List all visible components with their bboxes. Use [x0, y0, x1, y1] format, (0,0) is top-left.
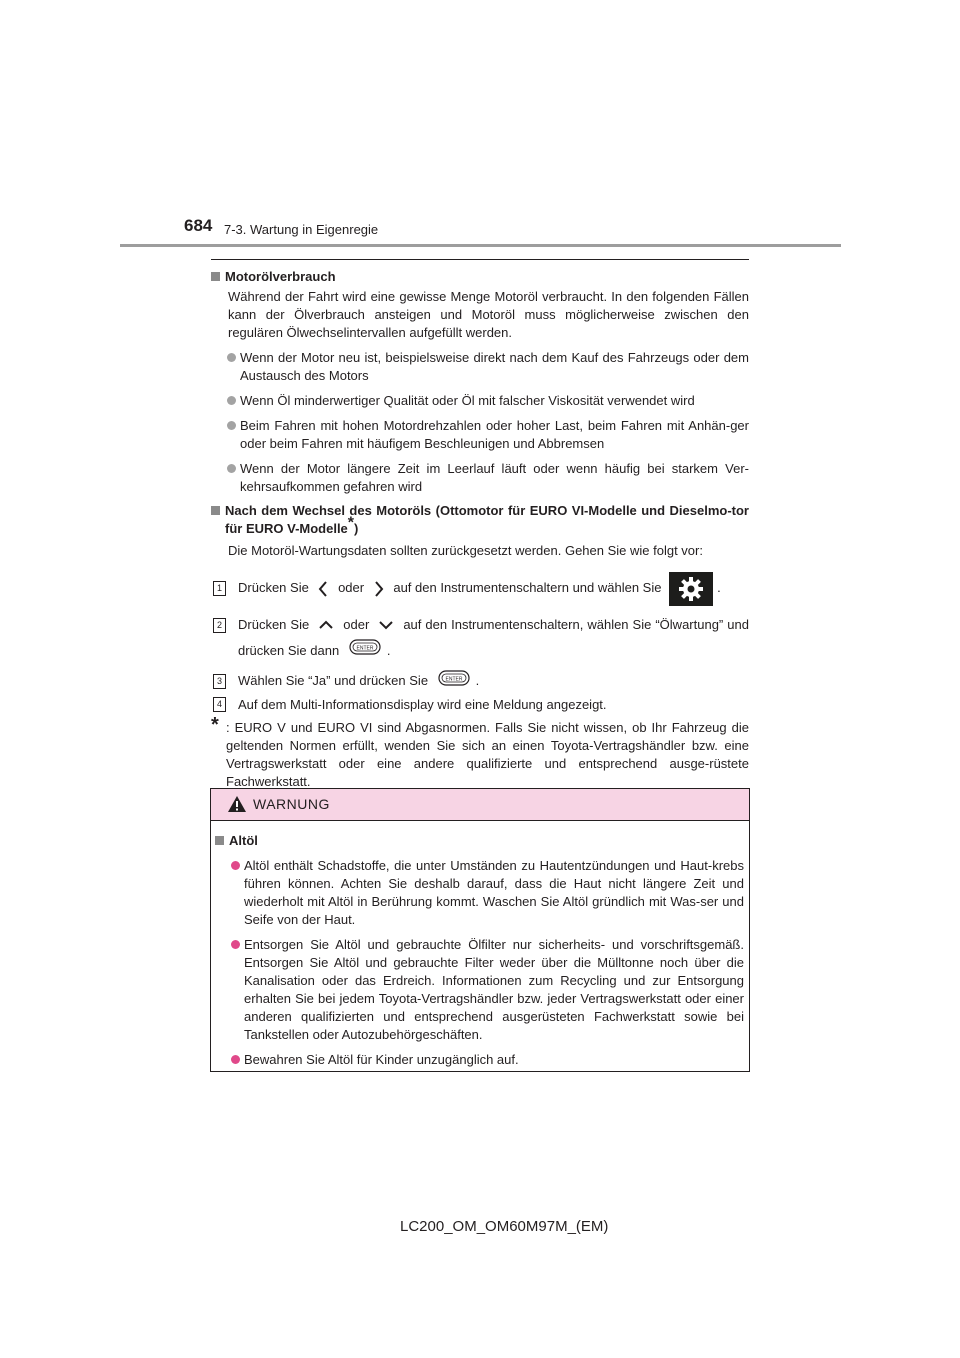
after-oil-change-intro: Die Motoröl-Wartungsdaten sollten zurückgesetzt werden. Gehen Sie wie folgt vor:	[228, 543, 703, 558]
warning-header	[211, 789, 749, 821]
chevron-right-icon	[374, 581, 384, 597]
oil-consumption-list	[211, 349, 749, 496]
step-4: 4 Auf dem Multi-Informationsdisplay wird eine Meldung angezeigt.	[211, 696, 749, 714]
bullet-dot-icon	[227, 396, 236, 405]
warning-heading-waste-oil: Altöl	[215, 832, 744, 850]
settings-gear-icon	[669, 572, 713, 606]
reset-steps	[211, 571, 749, 714]
step-number: 3	[213, 674, 226, 689]
enter-button-icon	[438, 669, 470, 695]
section-heading-oil-consumption: Motorölverbrauch	[211, 268, 749, 286]
bullet-dot-icon	[227, 464, 236, 473]
warning-triangle-icon	[227, 795, 247, 813]
main-content	[211, 268, 749, 791]
warning-body	[211, 821, 749, 1069]
section-heading-after-oil-change: Nach dem Wechsel des Motoröls (Ottomotor für EURO VI-Modelle und Dieselmo-tor für EURO V-Modelle*)	[211, 502, 749, 538]
step-number: 4	[213, 697, 226, 712]
square-bullet-icon	[215, 836, 224, 845]
footnote-marker: *	[211, 713, 219, 736]
step-number: 2	[213, 618, 226, 633]
bullet-dot-icon	[231, 861, 240, 870]
list-item: Wenn der Motor neu ist, beispielsweise direkt nach dem Kauf des Fahrzeugs oder dem Austausch des Motors	[211, 349, 749, 385]
warning-title: WARNUNG	[253, 796, 330, 812]
square-bullet-icon	[211, 506, 220, 515]
header-rule	[120, 244, 841, 247]
list-item: Altöl enthält Schadstoffe, die unter Umständen zu Hautentzündungen und Haut-krebs führen können. Achten Sie deshalb darauf, dass die Haut nicht längere Zeit und wiederholt mit Altöl in Berührung kommt. Waschen Sie Altöl gründlich mit Was-ser und Seife von der Haut.	[215, 857, 744, 929]
svg-text:ENTER: ENTER	[356, 645, 374, 652]
bullet-dot-icon	[231, 940, 240, 949]
oil-consumption-intro: Während der Fahrt wird eine gewisse Menge Motoröl verbraucht. In den folgenden Fällen kann der Ölverbrauch ansteigen und Motoröl muss möglicherweise zwischen den regulären Ölwechselintervallen aufgefüllt werden.	[228, 289, 749, 340]
chevron-left-icon	[318, 581, 328, 597]
warning-list	[215, 857, 744, 1069]
step-number: 1	[213, 581, 226, 596]
list-item: Entsorgen Sie Altöl und gebrauchte Ölfilter nur sicherheits- und vorschriftsgemäß. Entsorgen Sie Altöl und gebrauchte Filter weder über die Mülltonne noch über die Kanalisation oder das Erdreich. Informationen zum Recycling und zur Entsorgung erhalten Sie bei jedem Toyota-Vertragshändler bzw. jeder Vertragswerkstatt oder einer anderen qualifizierten und entsprechend ausgerüsteten Fachwerkstatt sowie bei Tankstellen oder Autozubehörgeschäften.	[215, 936, 744, 1044]
bullet-dot-icon	[231, 1055, 240, 1064]
document-id: LC200_OM_OM60M97M_(EM)	[400, 1218, 609, 1235]
step-2: 2 Drücken Sie oder auf den Instrumentenschaltern, wählen Sie “Ölwartung” und drücken Sie dann ENTER .	[211, 612, 749, 665]
content-rule	[211, 259, 749, 260]
step-1: 1 Drücken Sie oder auf den Instrumentenschaltern und wählen Sie .	[211, 571, 749, 606]
chevron-up-icon	[319, 620, 333, 630]
page-number: 684	[184, 216, 213, 235]
svg-text:ENTER: ENTER	[445, 676, 463, 683]
step-3: 3 Wählen Sie “Ja” und drücken Sie ENTER .	[211, 668, 749, 695]
list-item: Wenn Öl minderwertiger Qualität oder Öl mit falscher Viskosität verwendet wird	[211, 392, 749, 410]
list-item: Wenn der Motor längere Zeit im Leerlauf läuft oder wenn häufig bei starkem Ver-kehrsaufkommen gefahren wird	[211, 460, 749, 496]
square-bullet-icon	[211, 272, 220, 281]
bullet-dot-icon	[227, 353, 236, 362]
list-item: Bewahren Sie Altöl für Kinder unzugänglich auf.	[215, 1051, 744, 1069]
warning-box	[210, 788, 750, 1072]
enter-button-icon	[349, 638, 381, 664]
chevron-down-icon	[379, 620, 393, 630]
footnote: * : EURO V und EURO VI sind Abgasnormen. Falls Sie nicht wissen, ob Ihr Fahrzeug die geltenden Normen erfüllt, wenden Sie sich an einen Toyota-Vertragshändler bzw. eine Vertragswerkstatt oder eine andere qualifizierte und entsprechend ausge-rüstete Fachwerkstatt.	[211, 713, 749, 789]
bullet-dot-icon	[227, 421, 236, 430]
section-title: 7-3. Wartung in Eigenregie	[224, 222, 379, 237]
list-item: Beim Fahren mit hohen Motordrehzahlen oder hoher Last, beim Fahren mit Anhän-ger oder beim Fahren mit häufigem Beschleunigen und Abbremsen	[211, 417, 749, 453]
